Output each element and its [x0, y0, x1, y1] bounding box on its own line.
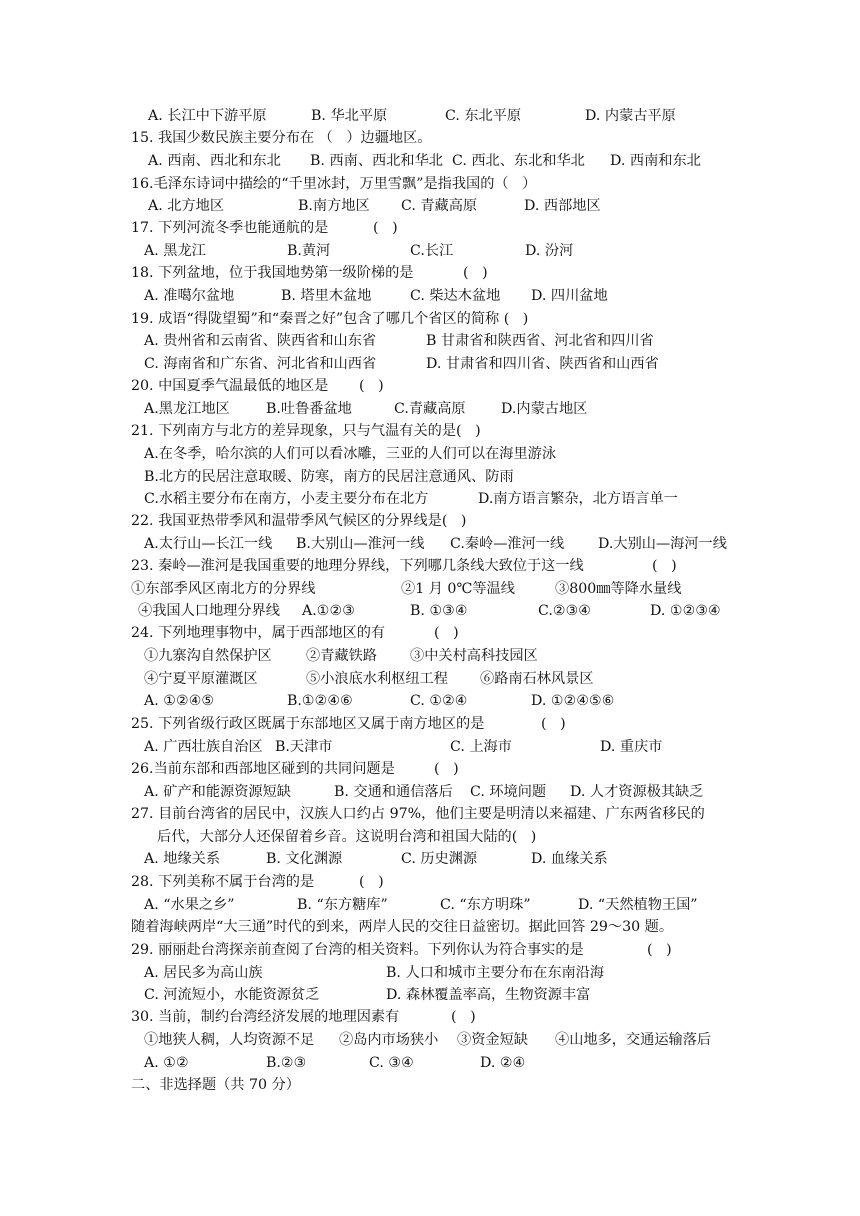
text-line: [0, 894, 860, 916]
text-segment: ( ): [541, 716, 566, 732]
text-line: [0, 398, 860, 420]
text-segment: D.大别山—海河一线: [598, 536, 727, 552]
text-segment: A. 居民多为高山族: [144, 965, 263, 981]
text-segment: D. 血缘关系: [531, 851, 608, 867]
text-line: [0, 736, 860, 758]
text-segment: B. ①③④: [410, 603, 468, 619]
text-segment: A. 黑龙江: [144, 243, 206, 259]
text-line: [0, 217, 860, 239]
text-segment: ③资金短缺: [457, 1032, 528, 1048]
text-segment: D. 四川盆地: [531, 288, 608, 304]
text-segment: 30. 当前，制约台湾经济发展的地理因素有: [131, 1009, 400, 1025]
text-segment: A. 北方地区: [148, 198, 225, 214]
text-segment: ②1 月 0℃等温线: [401, 581, 515, 597]
text-segment: C. 环境问题: [470, 784, 547, 800]
text-line: [0, 578, 860, 600]
text-line: [0, 1006, 860, 1028]
text-line: [0, 984, 860, 1006]
text-segment: C. “东方明珠”: [440, 897, 531, 913]
text-segment: C. 柴达木盆地: [410, 288, 501, 304]
text-segment: 24. 下列地理事物中，属于西部地区的有: [131, 625, 386, 641]
text-line: [0, 962, 860, 984]
text-segment: B. 人口和城市主要分布在东南沿海: [386, 965, 605, 981]
text-segment: ④山地多，交通运输落后: [555, 1032, 712, 1048]
text-line: [0, 533, 860, 555]
text-segment: C. 西北、东北和华北: [452, 153, 585, 169]
text-segment: D. 森林覆盖率高，生物资源丰富: [386, 987, 591, 1003]
text-line: [0, 127, 860, 149]
text-segment: D. ①②③④: [650, 603, 721, 619]
text-line: [0, 173, 860, 195]
text-line: [0, 758, 860, 780]
text-segment: C. 上海市: [450, 739, 512, 755]
text-segment: A.在冬季，哈尔滨的人们可以看冰雕，三亚的人们可以在海里游泳: [144, 446, 557, 462]
text-segment: ③中关村高科技园区: [410, 648, 538, 664]
text-segment: B.南方地区: [298, 198, 370, 214]
text-segment: B.北方的民居注意取暖、防寒，南方的民居注意通风、防雨: [144, 469, 514, 485]
text-segment: A. 矿产和能源资源短缺: [144, 784, 291, 800]
text-line: [0, 622, 860, 644]
text-segment: D. ①②④⑤⑥: [531, 693, 615, 709]
text-segment: ( ): [359, 874, 384, 890]
text-segment: 16.毛泽东诗词中描绘的“千里冰封，万里雪飘”是指我国的（ ）: [131, 176, 537, 192]
text-line: [0, 353, 860, 375]
text-segment: 20. 中国夏季气温最低的地区是: [131, 378, 329, 394]
text-segment: A. 贵州省和云南省、陕西省和山东省: [144, 333, 377, 349]
text-segment: C.②③④: [538, 603, 592, 619]
text-segment: 二、非选择题（共 70 分）: [131, 1077, 300, 1093]
text-line: [0, 1052, 860, 1074]
text-segment: 18. 下列盆地，位于我国地势第一级阶梯的是: [131, 265, 414, 281]
text-segment: 28. 下列美称不属于台湾的是: [131, 874, 315, 890]
text-segment: 17. 下列河流冬季也能通航的是: [131, 220, 329, 236]
text-line: [0, 713, 860, 735]
text-segment: B. 塔里木盆地: [281, 288, 372, 304]
text-segment: A. 长江中下游平原: [148, 108, 267, 124]
text-segment: D. ②④: [480, 1055, 526, 1071]
text-segment: D. 重庆市: [600, 739, 663, 755]
text-segment: A. ①②: [144, 1055, 189, 1071]
text-segment: 15. 我国少数民族主要分布在 （ ）边疆地区。: [131, 130, 432, 146]
text-segment: D. 汾河: [525, 243, 574, 259]
text-line: [0, 510, 860, 532]
text-segment: B. “东方糖库”: [297, 897, 388, 913]
text-segment: ( ): [434, 761, 459, 777]
text-segment: 23. 秦岭—淮河是我国重要的地理分界线，下列哪几条线大致位于这一线: [131, 558, 584, 574]
text-segment: ( ): [647, 942, 672, 958]
text-line: [0, 488, 860, 510]
text-line: [0, 195, 860, 217]
text-segment: ( ): [463, 265, 488, 281]
text-segment: 22. 我国亚热带季风和温带季风气候区的分界线是( ): [131, 513, 467, 529]
text-segment: A.黑龙江地区: [144, 401, 230, 417]
text-line: [0, 781, 860, 803]
text-line: [0, 668, 860, 690]
text-line: [0, 150, 860, 172]
text-segment: A. 西南、西北和东北: [148, 153, 281, 169]
text-segment: ( ): [652, 558, 677, 574]
text-segment: C.长江: [410, 243, 454, 259]
text-segment: 26.当前东部和西部地区碰到的共同问题是: [131, 761, 395, 777]
text-line: [0, 1074, 860, 1096]
text-segment: ⑤小浪底水利枢纽工程: [306, 671, 448, 687]
text-line: [0, 240, 860, 262]
text-segment: B.天津市: [275, 739, 333, 755]
text-segment: ④我国人口地理分界线: [138, 603, 280, 619]
text-segment: ②岛内市场狭小: [339, 1032, 439, 1048]
text-segment: D. 西南和东北: [610, 153, 701, 169]
text-segment: B.大别山—淮河一线: [296, 536, 425, 552]
text-segment: A.①②③: [302, 603, 355, 619]
text-segment: ④宁夏平原灌溉区: [144, 671, 258, 687]
text-line: [0, 600, 860, 622]
text-segment: C. 海南省和广东省、河北省和山西省: [144, 356, 377, 372]
text-segment: B.①②④⑥: [287, 693, 353, 709]
text-segment: D. “天然植物王国”: [578, 897, 698, 913]
text-segment: B. 交通和通信落后: [334, 784, 453, 800]
text-segment: A. 地缘关系: [144, 851, 221, 867]
text-segment: C. 青藏高原: [401, 198, 478, 214]
text-line: [0, 916, 860, 938]
text-segment: B.②③: [266, 1055, 307, 1071]
text-line: [0, 420, 860, 442]
text-segment: 29. 丽丽赴台湾探亲前查阅了台湾的相关资料。下列你认为符合事实的是: [131, 942, 584, 958]
text-segment: C.水稻主要分布在南方，小麦主要分布在北方: [144, 491, 429, 507]
text-segment: B 甘肃省和陕西省、河北省和四川省: [426, 333, 654, 349]
text-segment: A. “水果之乡”: [144, 897, 235, 913]
text-line: [0, 308, 860, 330]
text-segment: B. 华北平原: [311, 108, 388, 124]
text-segment: B.吐鲁番盆地: [266, 401, 352, 417]
text-segment: ②青藏铁路: [306, 648, 377, 664]
text-segment: ( ): [359, 378, 384, 394]
text-segment: ①地狭人稠，人均资源不足: [144, 1032, 315, 1048]
text-line: [0, 375, 860, 397]
text-segment: C. ③④: [369, 1055, 414, 1071]
text-segment: ①九寨沟自然保护区: [144, 648, 272, 664]
text-line: [0, 555, 860, 577]
text-segment: D.内蒙古地区: [501, 401, 588, 417]
text-segment: D.南方语言繁杂，北方语言单一: [478, 491, 678, 507]
text-line: [0, 1029, 860, 1051]
text-segment: ①东部季风区南北方的分界线: [131, 581, 316, 597]
text-segment: A. ①②④⑤: [144, 693, 215, 709]
text-line: [0, 939, 860, 961]
text-segment: D. 西部地区: [524, 198, 601, 214]
text-segment: C. 河流短小，水能资源贫乏: [144, 987, 320, 1003]
text-line: [0, 262, 860, 284]
text-segment: C. 东北平原: [445, 108, 522, 124]
text-line: [0, 330, 860, 352]
text-segment: A. 广西壮族自治区: [144, 739, 263, 755]
text-segment: C.青藏高原: [394, 401, 466, 417]
text-line: [0, 848, 860, 870]
text-segment: 27. 目前台湾省的居民中，汉族人口约占 97%，他们主要是明清以来福建、广东两省移民的: [131, 806, 705, 822]
text-segment: A. 准噶尔盆地: [144, 288, 235, 304]
text-segment: ⑥路南石林风景区: [480, 671, 594, 687]
text-segment: 后代，大部分人还保留着乡音。这说明台湾和祖国大陆的( ): [157, 829, 537, 845]
text-line: [0, 871, 860, 893]
text-segment: ( ): [373, 220, 398, 236]
text-segment: C. ①②④: [410, 693, 468, 709]
text-segment: C.秦岭—淮河一线: [450, 536, 565, 552]
text-line: [0, 466, 860, 488]
text-segment: 21. 下列南方与北方的差异现象，只与气温有关的是( ): [131, 423, 481, 439]
text-line: [0, 803, 860, 825]
text-segment: 25. 下列省级行政区既属于东部地区又属于南方地区的是: [131, 716, 485, 732]
text-segment: D. 内蒙古平原: [585, 108, 676, 124]
text-segment: B.黄河: [287, 243, 331, 259]
text-segment: D. 甘肃省和四川省、陕西省和山西省: [426, 356, 659, 372]
text-segment: ③800㎜等降水量线: [555, 581, 682, 597]
text-segment: B. 西南、西北和华北: [310, 153, 443, 169]
text-line: [0, 285, 860, 307]
text-segment: B. 文化渊源: [266, 851, 343, 867]
text-segment: 19. 成语“得陇望蜀”和“秦晋之好”包含了哪几个省区的简称 ( ): [131, 311, 529, 327]
text-segment: 随着海峡两岸“大三通”时代的到来，两岸人民的交往日益密切。据此回答 29～30 题。: [131, 919, 674, 935]
text-segment: D. 人才资源极其缺乏: [570, 784, 704, 800]
text-line: [0, 645, 860, 667]
text-line: [0, 443, 860, 465]
text-segment: A.太行山—长江一线: [144, 536, 273, 552]
text-segment: ( ): [434, 625, 459, 641]
text-line: [0, 105, 860, 127]
text-segment: C. 历史渊源: [401, 851, 478, 867]
text-line: [0, 826, 860, 848]
text-segment: ( ): [451, 1009, 476, 1025]
text-line: [0, 690, 860, 712]
